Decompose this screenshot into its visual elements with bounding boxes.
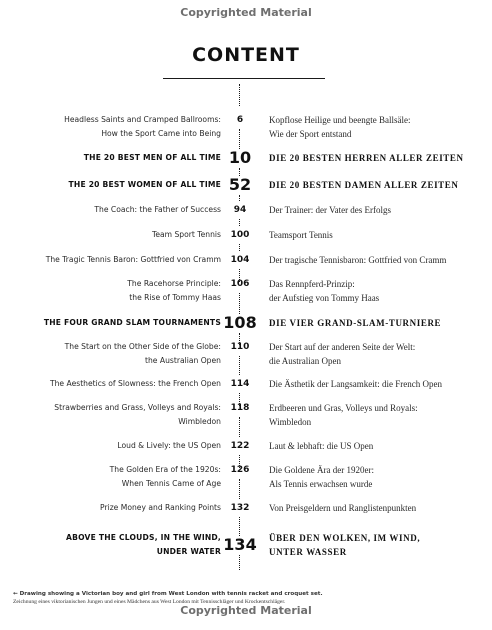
entry-title-english [65,340,221,368]
entry-title-german [269,151,464,165]
entry-title-german-line: DIE 20 BESTEN HERREN ALLER ZEITEN [269,153,464,163]
entry-title-english-line: THE 20 BEST WOMEN OF ALL TIME [68,180,221,189]
entry-title-english [66,531,221,559]
entry-title-english [100,501,221,515]
entry-title-german [269,228,333,242]
page-number: 132 [230,503,250,513]
page-number: 94 [233,205,247,215]
entry-title-german-line: Der tragische Tennisbaron: Gottfried von Cramm [269,255,447,265]
entry-title-german-line: DIE VIER GRAND-SLAM-TURNIERE [269,318,442,328]
entry-title-english-line: Strawberries and Grass, Volleys and Royals: [54,403,221,412]
dotted-connector [239,293,240,314]
page-number: 104 [230,255,250,265]
page-number: 10 [228,148,252,167]
entry-title-english-line: THE FOUR GRAND SLAM TOURNAMENTS [43,318,221,327]
entry-title-german-line: Das Rennpferd-Prinzip: [269,279,355,289]
page-title: CONTENT [192,44,300,66]
entry-title-english-line: When Tennis Came of Age [121,479,221,488]
entry-title-english [44,316,221,330]
entry-title-german [269,377,442,391]
entry-title-english [127,277,221,305]
entry-title-english-line: Prize Money and Ranking Points [100,503,221,512]
entry-title-german [269,178,459,192]
entry-title-german-line: Erdbeeren und Gras, Volleys und Royals: [269,403,418,413]
page-number: 122 [230,441,250,451]
entry-title-english-line: The Golden Era of the 1920s: [109,465,221,474]
entry-title-german-line: ÜBER DEN WOLKEN, IM WIND, [269,533,421,543]
entry-title-german [269,531,420,559]
entry-title-english [117,439,221,453]
dotted-connector [239,479,240,499]
entry-title-german-line: Teamsport Tennis [269,230,333,240]
entry-title-english-line: How the Sport Came into Being [101,129,221,138]
entry-title-english-line: The Tragic Tennis Baron: Gottfried von Cramm [45,255,221,264]
dotted-connector [239,555,240,570]
entry-title-english-line: the Rise of Tommy Haas [129,293,221,302]
entry-title-english-line: THE 20 BEST MEN OF ALL TIME [83,153,221,162]
entry-title-german-line: DIE 20 BESTEN DAMEN ALLER ZEITEN [269,180,459,190]
entry-title-german-line: Kopflose Heilige und beengte Ballsäle: [269,115,411,125]
dotted-connector [239,356,240,375]
page-number: 100 [230,230,250,240]
entry-title-german [269,401,418,429]
page-number: 118 [230,403,250,413]
entry-title-english [69,178,221,192]
entry-title-english-line: The Start on the Other Side of the Globe: [64,342,221,351]
entry-title-english-line: UNDER WATER [156,547,221,556]
entry-title-english-line: Team Sport Tennis [152,230,221,239]
dotted-connector [239,517,240,536]
entry-title-german [269,253,446,267]
watermark-bottom: Copyrighted Material [180,604,312,617]
entry-title-english [152,228,221,242]
page-number: 52 [228,175,252,194]
entry-title-german [269,439,373,453]
entry-title-english-line: ABOVE THE CLOUDS, IN THE WIND, [66,533,221,542]
dotted-connector [239,219,240,226]
entry-title-english [84,151,221,165]
title-rule [163,78,325,79]
entry-title-english [64,113,221,141]
page-number: 106 [230,279,250,289]
caption-english: ← Drawing showing a Victorian boy and girl from West London with tennis racket and croquet set. [13,591,323,597]
entry-title-german [269,203,391,217]
entry-title-german-line: Von Preisgeldern und Ranglistenpunkten [269,503,417,513]
entry-title-german-line: Die Goldene Ära der 1920er: [269,465,374,475]
entry-title-german-line: die Australian Open [269,356,341,366]
entry-title-english [110,463,221,491]
entry-title-german [269,277,379,305]
page-number: 134 [223,535,257,554]
watermark-top: Copyrighted Material [180,6,312,19]
entry-title-english [54,401,221,429]
dotted-connector [239,195,240,201]
entry-title-german [269,340,415,368]
entry-title-german-line: UNTER WASSER [269,547,347,557]
entry-title-german-line: Laut & lebhaft: die US Open [269,441,374,451]
entry-title-german-line: Wimbledon [269,417,312,427]
page-number: 6 [236,115,244,125]
entry-title-german-line: Der Trainer: der Vater des Erfolgs [269,205,392,215]
page-number: 108 [223,313,257,332]
entry-title-english-line: The Aesthetics of Slowness: the French Open [49,379,221,388]
entry-title-english [94,203,221,217]
page-number: 110 [230,342,250,352]
entry-title-english-line: the Australian Open [145,356,221,365]
entry-title-german [269,463,374,491]
entry-title-german-line: Wie der Sport entstand [269,129,352,139]
entry-title-english-line: The Racehorse Principle: [127,279,221,288]
entry-title-english-line: Loud & Lively: the US Open [117,441,221,450]
dotted-axis-top [239,84,240,106]
page-number: 114 [230,379,250,389]
caption-german: Zeichnung eines viktorianischen Jungen und eines Mädchens aus West London mit Tennisschläger und Krockentschläger. [13,599,286,605]
entry-title-english [50,377,221,391]
entry-title-german [269,501,416,515]
page-number: 126 [230,465,250,475]
entry-title-german-line: der Aufstieg von Tommy Haas [269,293,380,303]
entry-title-english-line: The Coach: the Father of Success [94,205,221,214]
entry-title-german-line: Der Start auf der anderen Seite der Welt: [269,342,416,352]
entry-title-german [269,316,441,330]
dotted-connector [239,417,240,437]
entry-title-english [46,253,221,267]
dotted-connector [239,129,240,149]
entry-title-english-line: Wimbledon [178,417,221,426]
entry-title-german [269,113,410,141]
entry-title-german-line: Als Tennis erwachsen wurde [269,479,373,489]
entry-title-english-line: Headless Saints and Cramped Ballrooms: [64,115,221,124]
dotted-connector [239,244,240,251]
entry-title-german-line: Die Ästhetik der Langsamkeit: die French Open [269,379,442,389]
